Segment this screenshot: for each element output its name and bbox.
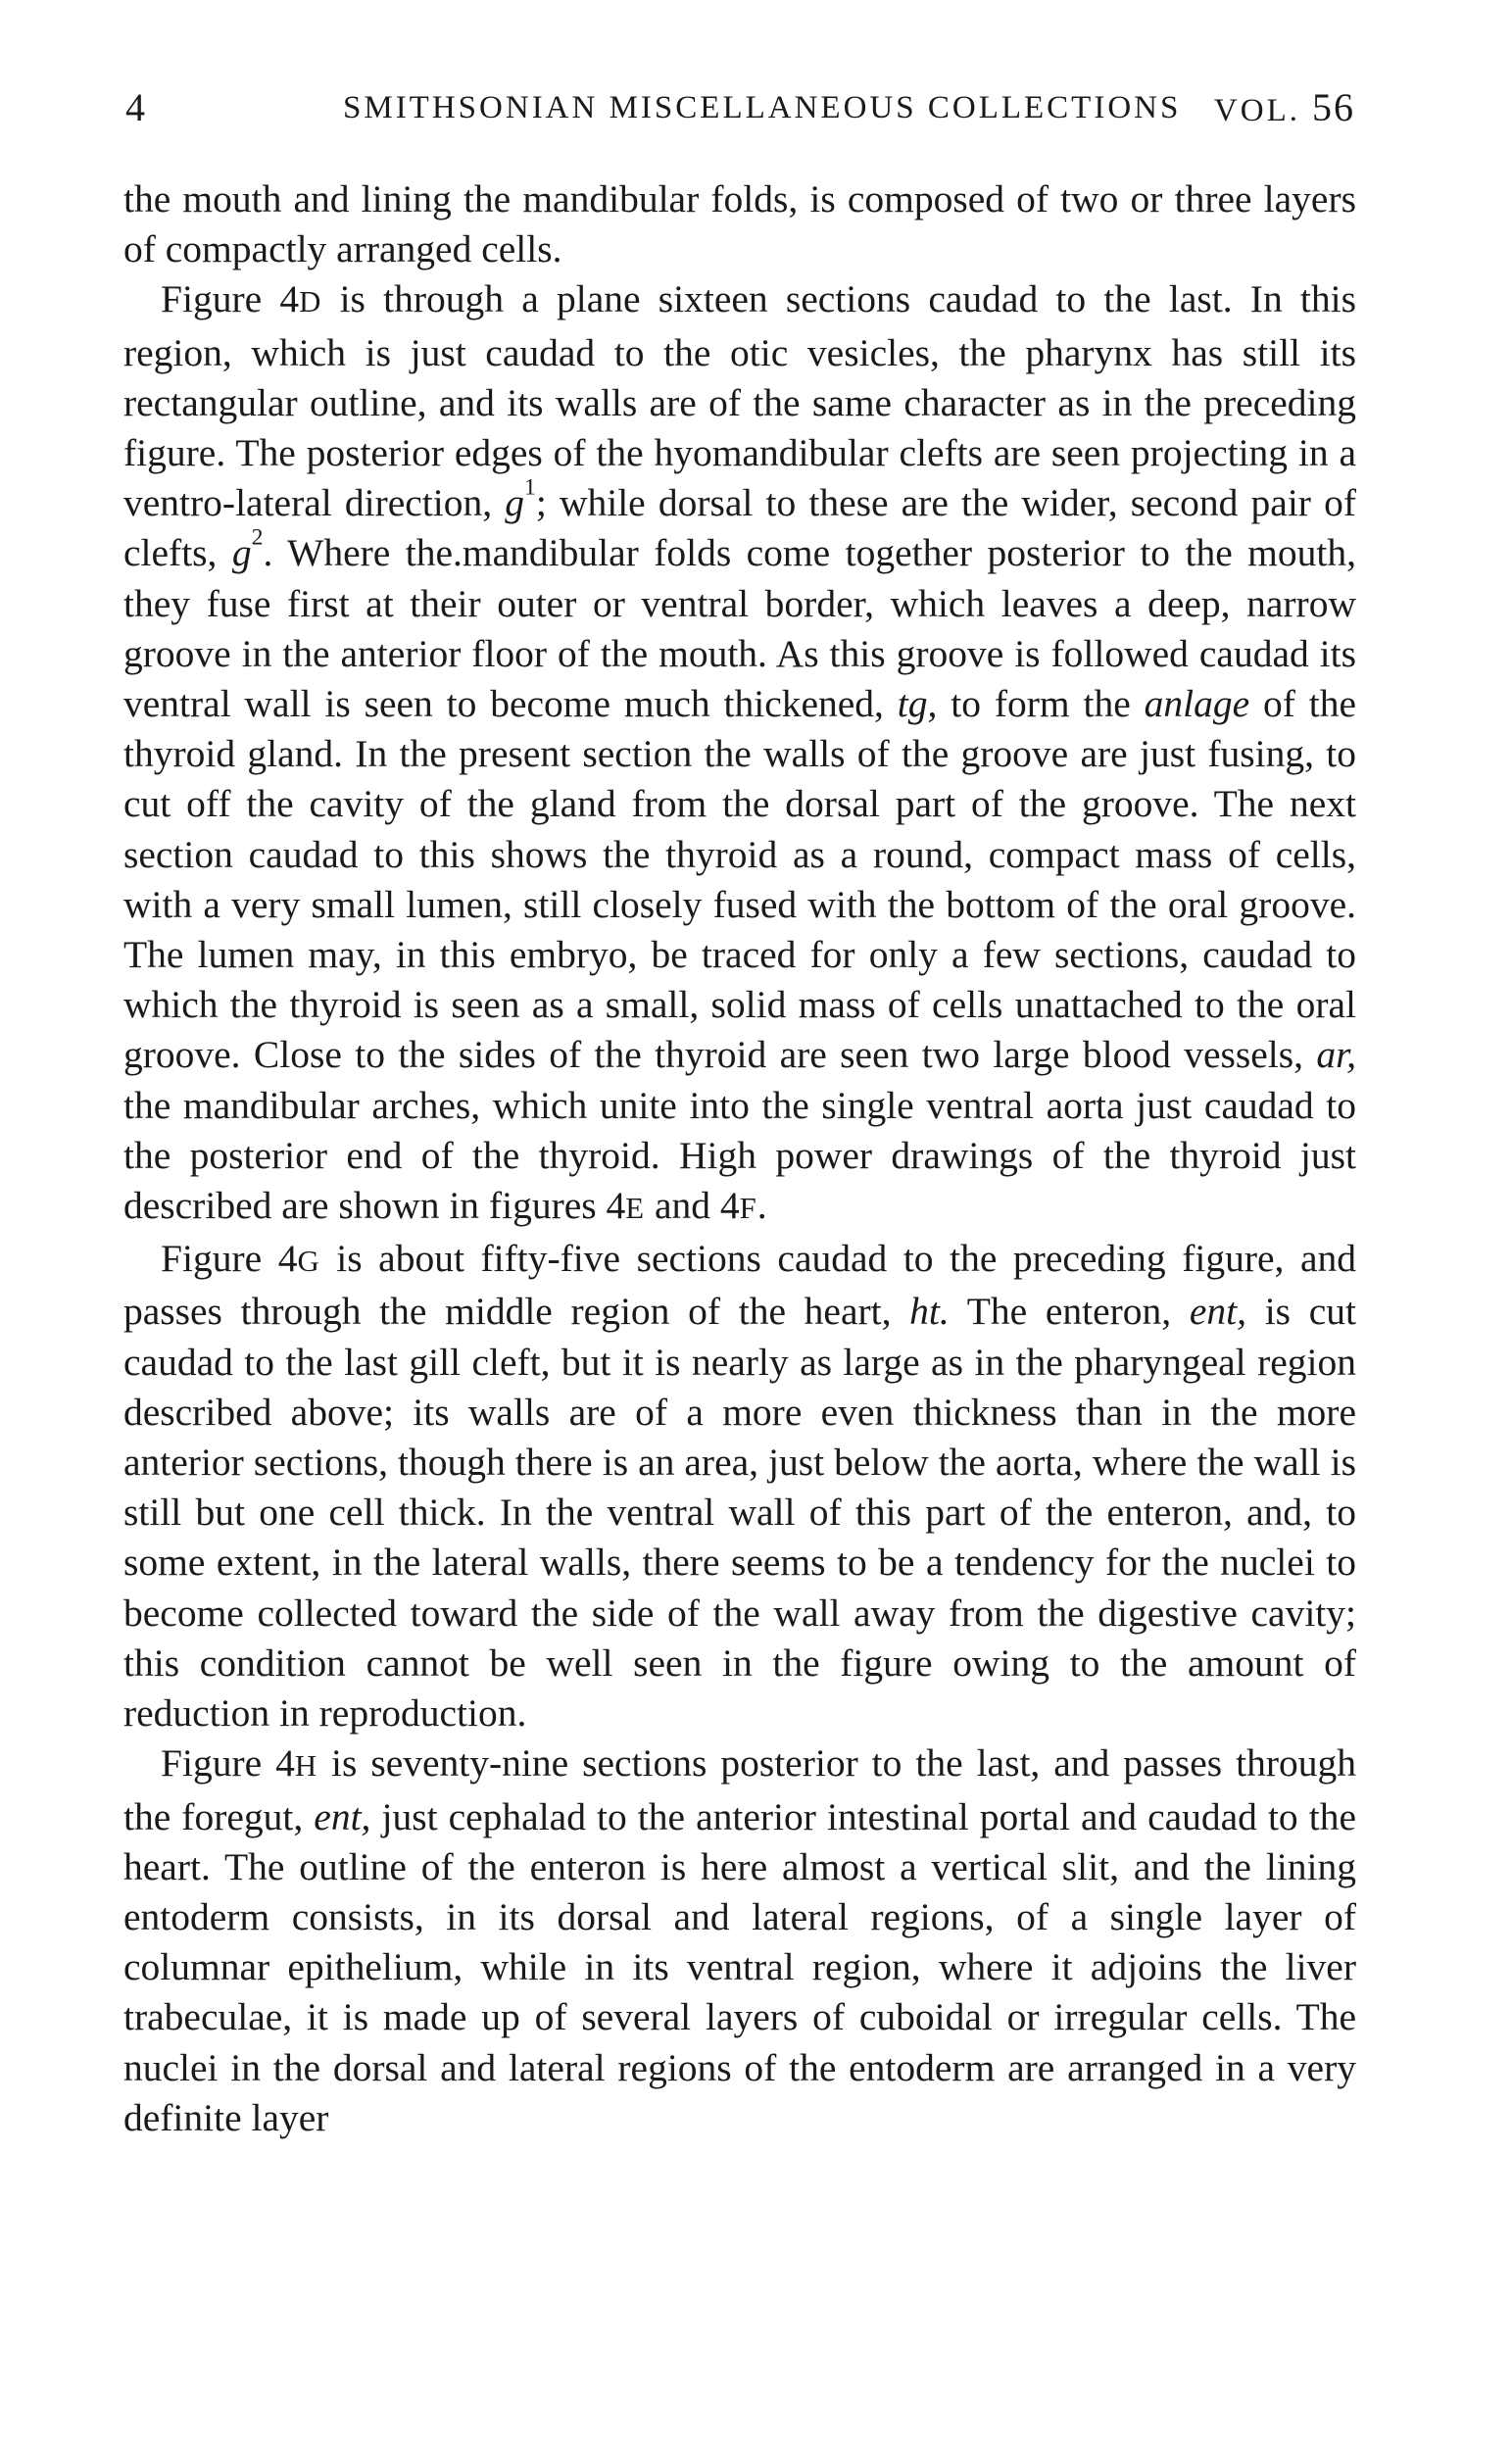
- text-run: is seventy-nine sections posterior to the last, and passes through the foregut,: [123, 1741, 1356, 1838]
- text-run: anlage: [1144, 682, 1250, 726]
- text-run: and 4: [645, 1184, 740, 1228]
- text-run: . Where the.mandibular folds come together posterior to the mouth, they fuse first at their outer or ventral border, which leaves a deep, narrow groove in the anterior floor of the mouth. As this groove is followed caudad its ventral wall is seen to become much thickened,: [123, 531, 1356, 726]
- text-run: of the thyroid gland. In the present section the walls of the groove are just fusing, to cut off the cavity of the gland from the dorsal part of the groove. The next section caudad to this shows the thyroid as a round, compact mass of cells, with a very small lumen, still closely fused with the bottom of the oral groove. The lumen may, in this embryo, be traced for only a few sections, caudad to which the thyroid is seen as a small, solid mass of cells unattached to the oral groove. Close to the sides of the thyroid are seen two large blood vessels,: [123, 682, 1356, 1077]
- text-run: the mandibular arches, which unite into the single ventral aorta just caudad to the posterior end of the thyroid. High power drawings of the thyroid just described are shown in figures 4: [123, 1083, 1356, 1228]
- text-run: F: [739, 1192, 757, 1226]
- text-run: ; while dorsal to these are the wider, second pair of clefts,: [123, 481, 1356, 575]
- text-run: is about fifty-five sections caudad to the preceding figure, and passes through the middle region of the heart,: [123, 1237, 1357, 1334]
- text-run: g: [505, 481, 525, 525]
- text-run: Figure 4: [161, 1237, 298, 1281]
- text-run: is cut caudad to the last gill cleft, but it is nearly as large as in the pharyngeal region described above; its walls are of a more even thickness than in the more anterior sections, though there is an area, just below the aorta, where the wall is still but one cell thick. In the ventral wall of this part of the enteron, and, to some extent, in the lateral walls, there seems to be a tendency for the nuclei to become collected toward the side of the wall away from the digestive cavity; this condition cannot be well seen in the figure owing to the amount of reduction in reproduction.: [123, 1290, 1356, 1736]
- page-number: 4: [125, 85, 145, 129]
- volume-label: VOL.: [1213, 93, 1300, 128]
- text-run: 1: [524, 474, 536, 501]
- text-run: g: [231, 531, 252, 575]
- text-run: E: [625, 1192, 646, 1226]
- text-run: Figure 4: [161, 277, 300, 321]
- text-run: just cephalad to the anterior intestinal portal and caudad to the heart. The outline of the enteron is here almost a vertical slit, and the lining entoderm consists, in its dorsal and lateral regions, of a single layer of columnar epithelium, while in its ventral region, where it adjoins the liver trabeculae, it is made up of several layers of cuboidal or irregular cells. The nuclei in the dorsal and lateral regions of the entoderm are arranged in a very definite layer: [123, 1794, 1356, 2139]
- paragraph-3: [123, 1738, 1356, 2143]
- paragraph-2: [123, 1234, 1356, 1738]
- running-header: [125, 84, 1355, 143]
- running-title: SMITHSONIAN MISCELLANEOUS COLLECTIONS: [343, 90, 1182, 125]
- volume-info: [1214, 84, 1355, 130]
- text-run: .: [756, 1184, 767, 1228]
- text-run: 2: [251, 525, 264, 552]
- volume-number: 56: [1312, 85, 1355, 129]
- text-run: tg,: [897, 682, 938, 726]
- text-run: is through a plane sixteen sections caudad to the last. In this region, which is just caudad to the otic vesicles, the pharynx has still its rectangular outline, and its walls are of the same character as in the preceding figure. The posterior edges of the hyomandibular clefts are seen projecting in a ventro-lateral direction,: [123, 277, 1356, 525]
- paragraph-0: [123, 174, 1356, 274]
- text-run: H: [294, 1749, 318, 1784]
- text-run: G: [297, 1245, 320, 1279]
- text-run: The enteron,: [949, 1290, 1190, 1334]
- text-run: Figure 4: [161, 1741, 295, 1786]
- body-text: [123, 174, 1356, 2143]
- text-run: the mouth and lining the mandibular folds, is composed of two or three layers of compactly arranged cells.: [123, 177, 1356, 271]
- text-run: to form the: [937, 682, 1145, 726]
- paragraph-1: [123, 274, 1356, 1234]
- text-run: ar,: [1316, 1033, 1356, 1077]
- text-run: ent,: [314, 1794, 371, 1838]
- text-run: ent,: [1189, 1290, 1247, 1334]
- text-run: D: [299, 285, 322, 319]
- text-run: ht.: [909, 1290, 950, 1334]
